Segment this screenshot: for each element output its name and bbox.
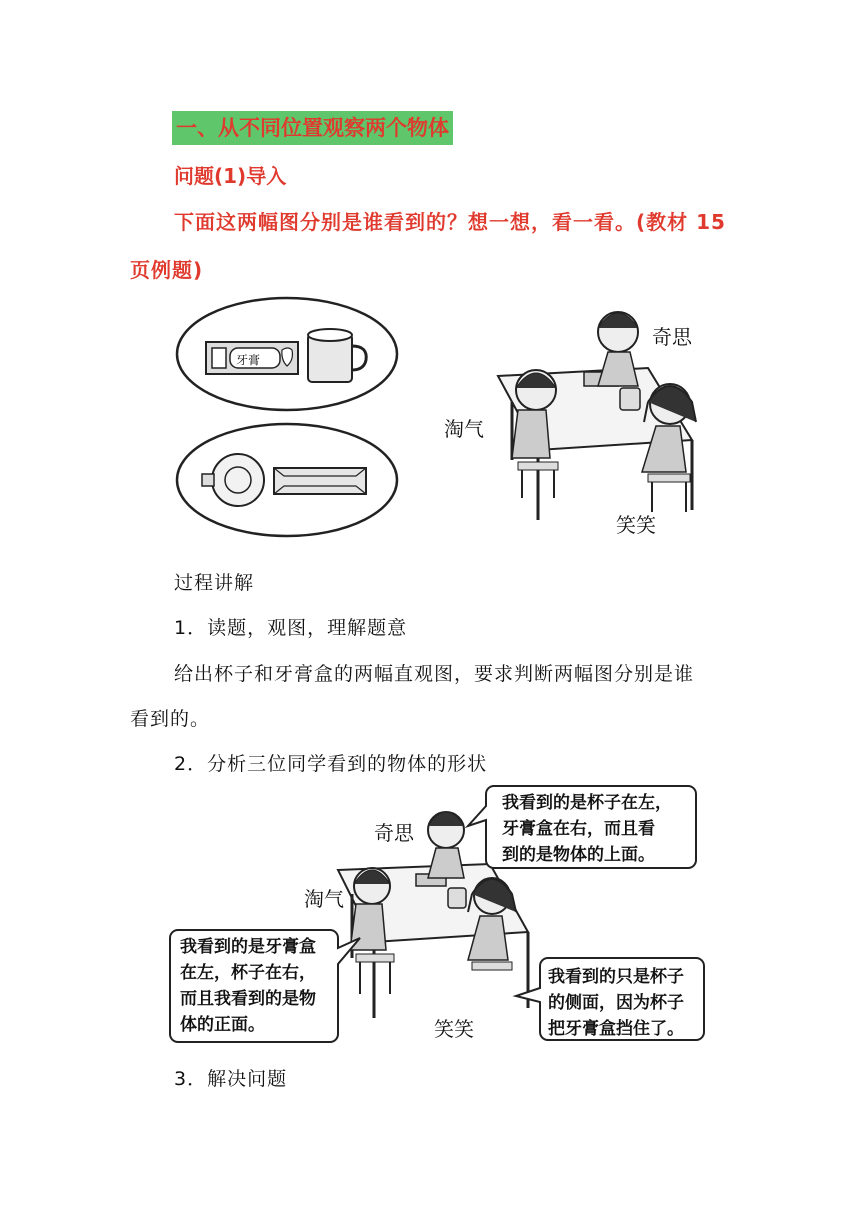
figure-views-illustration bbox=[172, 292, 724, 542]
step1-text-line1: 给出杯子和牙膏盒的两幅直观图，要求判断两幅图分别是谁 bbox=[174, 663, 695, 685]
cup-top bbox=[212, 454, 264, 506]
figure2-name-qisi: 奇思 bbox=[374, 821, 414, 845]
step3-title: 3．解决问题 bbox=[174, 1068, 288, 1090]
bubble-qisi-line3: 到的是物体的上面。 bbox=[502, 845, 655, 865]
question-text-line1: 下面这两幅图分别是谁看到的？想一想，看一看。(教材 15 bbox=[174, 210, 726, 234]
speech-bubble-taoqi bbox=[170, 930, 360, 1042]
figure2-name-taoqi: 淘气 bbox=[304, 887, 344, 911]
bubble-taoqi-line3: 而且我看到的是物 bbox=[180, 989, 316, 1009]
bubble-taoqi-line4: 体的正面。 bbox=[180, 1015, 265, 1035]
figure2-name-xiaoxiao: 笑笑 bbox=[434, 1017, 474, 1041]
figure1-name-qisi: 奇思 bbox=[652, 325, 692, 349]
bubble-xiaoxiao-line1: 我看到的只是杯子 bbox=[548, 967, 684, 987]
figure-speech-illustration bbox=[168, 782, 710, 1046]
section-title: 一、从不同位置观察两个物体 bbox=[172, 111, 453, 145]
question-text-line2: 页例题) bbox=[130, 258, 204, 282]
speech-bubble-qisi bbox=[468, 786, 696, 868]
toothpaste-box-top bbox=[274, 468, 366, 494]
bubble-xiaoxiao-line2: 的侧面，因为杯子 bbox=[548, 993, 684, 1013]
figure1-name-taoqi: 淘气 bbox=[444, 417, 484, 441]
figure1-name-xiaoxiao: 笑笑 bbox=[616, 513, 656, 537]
speech-bubble-xiaoxiao bbox=[516, 958, 704, 1040]
bubble-qisi-line2: 牙膏盒在右，而且看 bbox=[502, 819, 655, 839]
bubble-qisi-line1: 我看到的是杯子在左， bbox=[502, 793, 672, 813]
bubble-taoqi-line2: 在左，杯子在右， bbox=[180, 963, 316, 983]
step2-title: 2．分析三位同学看到的物体的形状 bbox=[174, 753, 488, 775]
process-heading: 过程讲解 bbox=[174, 572, 255, 594]
toothpaste-label: 牙膏 bbox=[236, 353, 261, 367]
question-label: 问题(1)导入 bbox=[174, 164, 287, 188]
bubble-taoqi-line1: 我看到的是牙膏盒 bbox=[180, 937, 316, 957]
step1-title: 1．读题，观图，理解题意 bbox=[174, 617, 408, 639]
bubble-xiaoxiao-line3: 把牙膏盒挡住了。 bbox=[548, 1019, 684, 1039]
step1-text-line2: 看到的。 bbox=[130, 708, 211, 730]
